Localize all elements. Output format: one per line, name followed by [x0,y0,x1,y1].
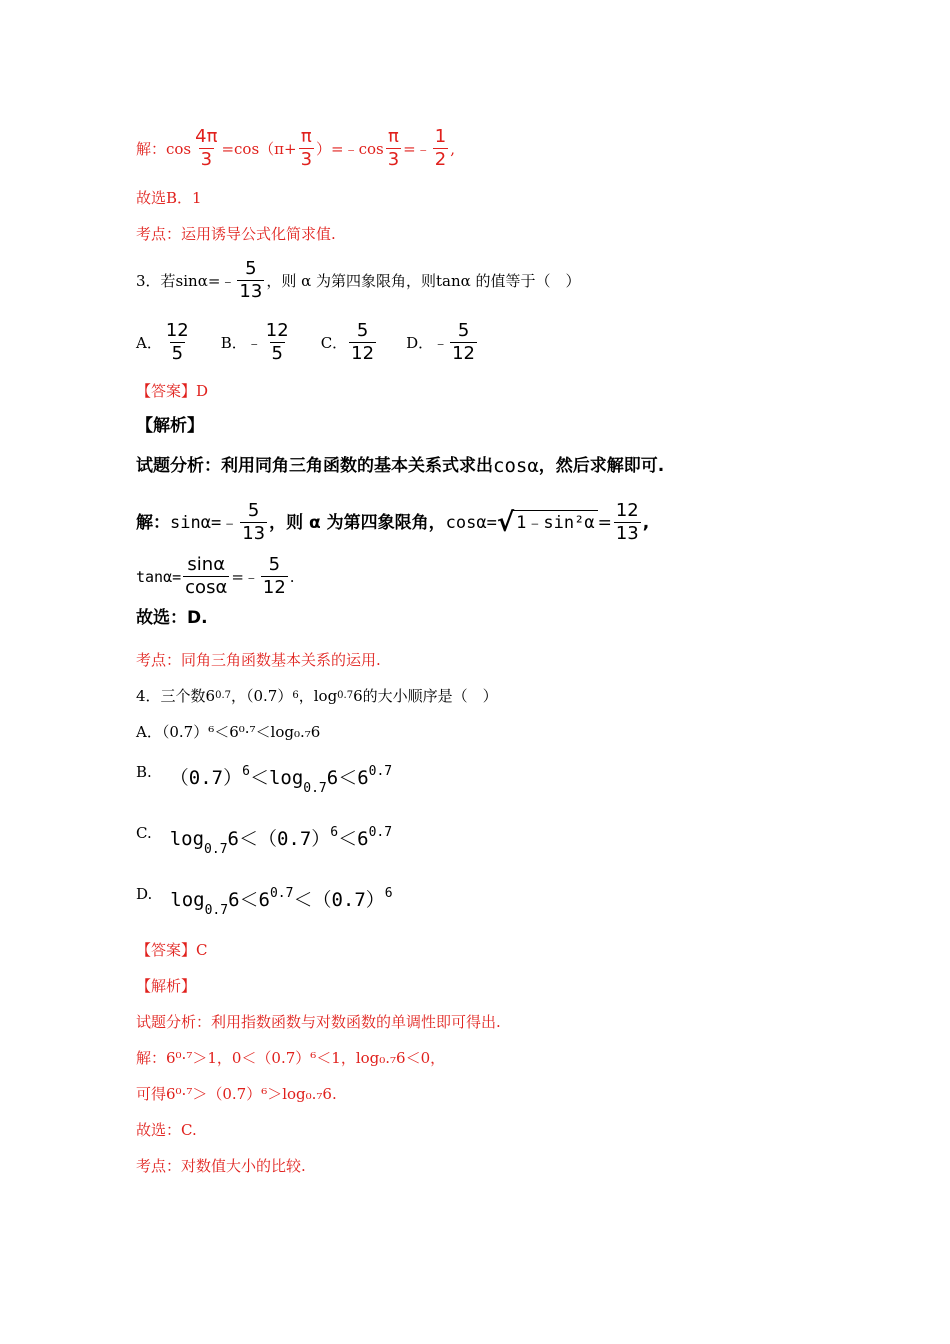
q2-choose: 故选B．1 [136,189,202,207]
q4-option-c: C. $\log_{0.7}6<(0.7)^6<6^{0.7}$ [136,824,393,857]
q4-analysis-text: 试题分析：利用指数函数与对数函数的单调性即可得出. [136,1013,501,1031]
q2-fraction-4: $\frac{1}{2}$ [434,126,447,170]
q3-option-a: A． $\frac{12}{5}$ [136,320,189,364]
q4-stem: 4．三个数6 0.7 ，（0.7） 6 ，log 0.7 6的大小顺序是（ ） [136,687,498,705]
q4-option-a: A．（0.7）⁶＜6⁰·⁷＜log₀.₇6 [136,723,321,741]
q3-stem-fraction: $\frac{5}{13}$ [239,258,263,302]
q2-fraction-1: $\frac{4\pi}{3}$ [195,126,218,170]
q3-choose: 故选：D. [136,608,208,628]
q2-eq-4: , [450,139,455,158]
q4-option-b: B. $(0.7)^6<\log_{0.7}6<6^{0.7}$ [136,763,393,796]
q3-stem-a: 3．若sinα=﹣ [136,271,236,290]
q3-solution-line-2: tanα= $\frac{\sin\alpha}{\cos\alpha}$ =﹣ $\frac{5}{12}$ . [136,554,295,598]
q3-option-b: B．﹣ $\frac{12}{5}$ [220,320,289,364]
q3-option-c: C． $\frac{5}{12}$ [320,320,375,364]
q2-eq-3: =﹣ [403,139,431,158]
q2-eq-2: ）=﹣cos [316,139,384,158]
q4-kaodian: 考点：对数值大小的比较. [136,1157,306,1175]
q2-fraction-3: $\frac{\pi}{3}$ [387,126,400,170]
q2-sol-prefix: 解：cos [136,139,192,158]
q3-stem-b: ，则 α 为第四象限角，则tanα 的值等于（ ） [266,271,581,290]
q3-analysis-text: 试题分析：利用同角三角函数的基本关系式求出 cosα ，然后求解即可. [136,455,665,477]
q2-kaodian: 考点：运用诱导公式化简求值. [136,225,336,243]
sqrt-symbol: √ 1﹣sin²α [497,510,598,536]
q2-solution-line [136,128,455,169]
q2-fraction-2: $\frac{\pi}{3}$ [300,126,313,170]
q4-solution-line-1: 解：6⁰·⁷＞1，0＜（0.7）⁶＜1，log₀.₇6＜0， [136,1049,446,1067]
q3-solution-line-1: 解： sinα=﹣ $\frac{5}{13}$ ，则 α 为第四象限角， cosα= √ 1﹣sin²α = $\frac{12}{13}$ , [136,500,650,544]
q4-option-d: D. $\log_{0.7}6<6^{0.7}<(0.7)^6$ [136,885,393,918]
q3-options [136,322,507,363]
q4-solution-line-2: 可得6⁰·⁷＞（0.7）⁶＞log₀.₇6. [136,1085,337,1103]
q2-eq-1: =cos（π+ [221,139,297,158]
q3-kaodian: 考点：同角三角函数基本关系的运用. [136,651,381,669]
q4-choose: 故选：C. [136,1121,197,1139]
q3-answer: 【答案】D [136,382,209,400]
q4-answer: 【答案】C [136,941,208,959]
q3-stem [136,260,581,301]
q3-option-d: D．﹣ $\frac{5}{12}$ [406,320,476,364]
q3-analysis-title: 【解析】 [136,416,204,436]
q4-analysis-title: 【解析】 [136,977,197,995]
